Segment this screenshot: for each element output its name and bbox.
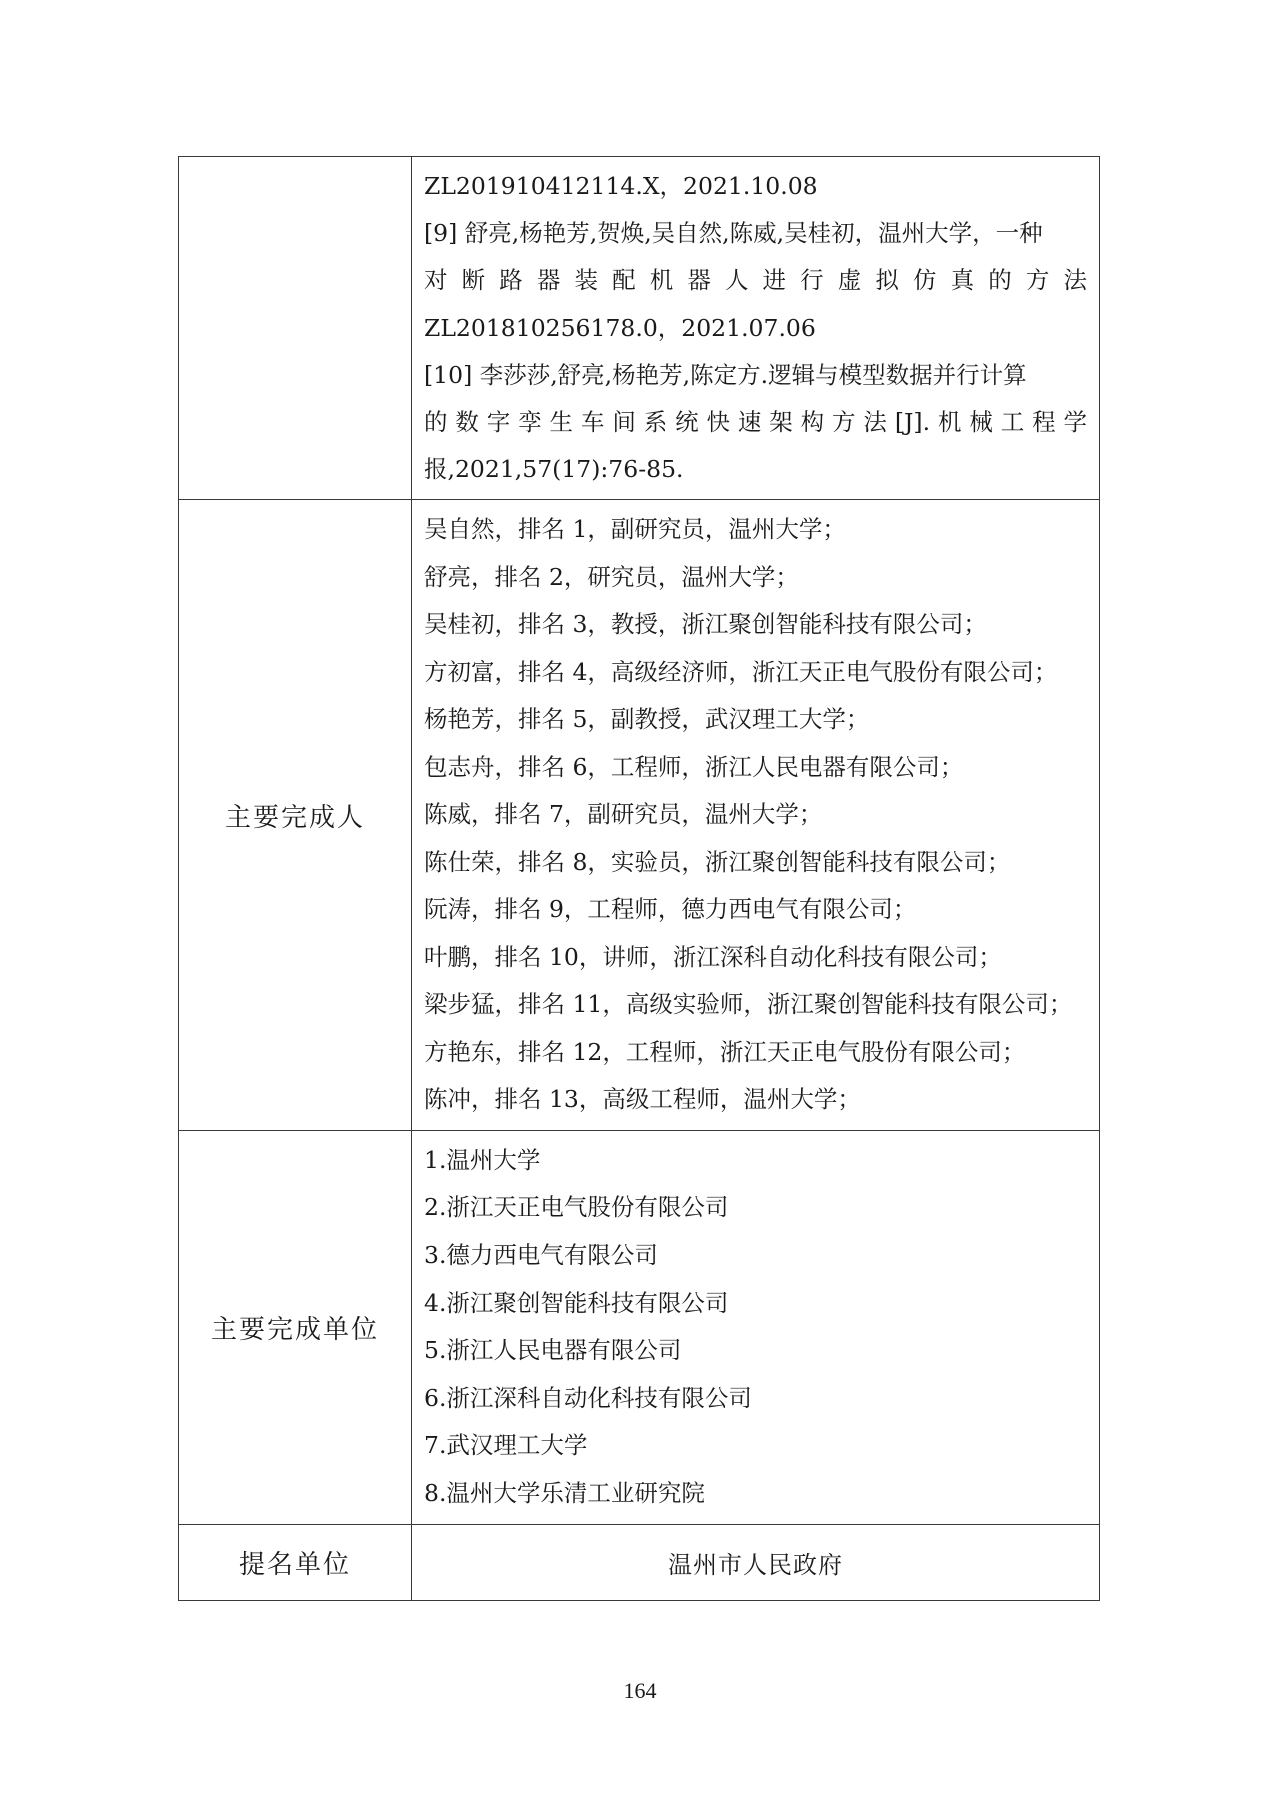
- main-persons-row: [179, 500, 1100, 1131]
- references-label-cell: [179, 157, 412, 500]
- person-line: 舒亮，排名 2，研究员，温州大学；: [424, 562, 799, 591]
- person-line: 吴桂初，排名 3，教授，浙江聚创智能科技有限公司；: [424, 610, 987, 639]
- unit-line: 2.浙江天正电气股份有限公司: [424, 1193, 729, 1222]
- person-line: 陈仕荣，排名 8，实验员，浙江聚创智能科技有限公司；: [424, 847, 1011, 876]
- person-line: 包志舟，排名 6，工程师，浙江人民电器有限公司；: [424, 752, 964, 781]
- page-number: 164: [623, 1678, 657, 1703]
- references-cell: [412, 157, 1100, 500]
- award-info-table: [178, 156, 1100, 1601]
- person-line: 陈威，排名 7，副研究员，温州大学；: [424, 800, 823, 829]
- nominator-label: 提名单位: [179, 1524, 412, 1600]
- references-row: [179, 157, 1100, 500]
- nominator-value: 温州市人民政府: [412, 1524, 1100, 1600]
- unit-line: 3.德力西电气有限公司: [424, 1241, 658, 1269]
- nominator-row: [179, 1524, 1100, 1600]
- main-persons-cell: [412, 500, 1100, 1131]
- reference-line: [10] 李莎莎,舒亮,杨艳芳,陈定方.逻辑与模型数据并行计算: [424, 360, 1027, 389]
- reference-line: 对断路器装配机器人进行虚拟仿真的方法: [424, 266, 1087, 295]
- person-line: 杨艳芳，排名 5，副教授，武汉理工大学；: [424, 705, 870, 734]
- main-units-row: [179, 1130, 1100, 1524]
- person-line: 叶鹏，排名 10，讲师，浙江深科自动化科技有限公司；: [424, 942, 1002, 971]
- unit-line: 8.温州大学乐清工业研究院: [424, 1478, 705, 1507]
- reference-line: ZL201810256178.0，2021.07.06: [424, 313, 816, 342]
- person-line: 方艳东，排名 12，工程师，浙江天正电气股份有限公司；: [424, 1037, 1026, 1066]
- main-units-label: 主要完成单位: [179, 1130, 412, 1524]
- reference-line: 报,2021,57(17):76-85.: [424, 455, 684, 484]
- reference-line: 的数字孪生车间系统快速架构方法[J].机械工程学: [424, 407, 1087, 436]
- person-line: 吴自然，排名 1，副研究员，温州大学；: [424, 515, 846, 544]
- reference-line: [9] 舒亮,杨艳芳,贺焕,吴自然,陈威,吴桂初，温州大学，一种: [424, 219, 1043, 248]
- person-line: 方初富，排名 4，高级经济师，浙江天正电气股份有限公司；: [424, 657, 1058, 686]
- unit-line: 5.浙江人民电器有限公司: [424, 1336, 682, 1365]
- unit-line: 7.武汉理工大学: [424, 1431, 588, 1460]
- unit-line: 6.浙江深科自动化科技有限公司: [424, 1383, 752, 1412]
- unit-line: 1.温州大学: [424, 1145, 541, 1174]
- reference-line: ZL201910412114.X，2021.10.08: [424, 172, 818, 200]
- unit-line: 4.浙江聚创智能科技有限公司: [424, 1288, 729, 1317]
- person-line: 梁步猛，排名 11，高级实验师，浙江聚创智能科技有限公司；: [424, 990, 1073, 1019]
- main-units-cell: [412, 1130, 1100, 1524]
- person-line: 阮涛，排名 9，工程师，德力西电气有限公司；: [424, 895, 917, 924]
- main-persons-label: 主要完成人: [179, 500, 412, 1131]
- person-line: 陈冲，排名 13，高级工程师，温州大学；: [424, 1085, 861, 1114]
